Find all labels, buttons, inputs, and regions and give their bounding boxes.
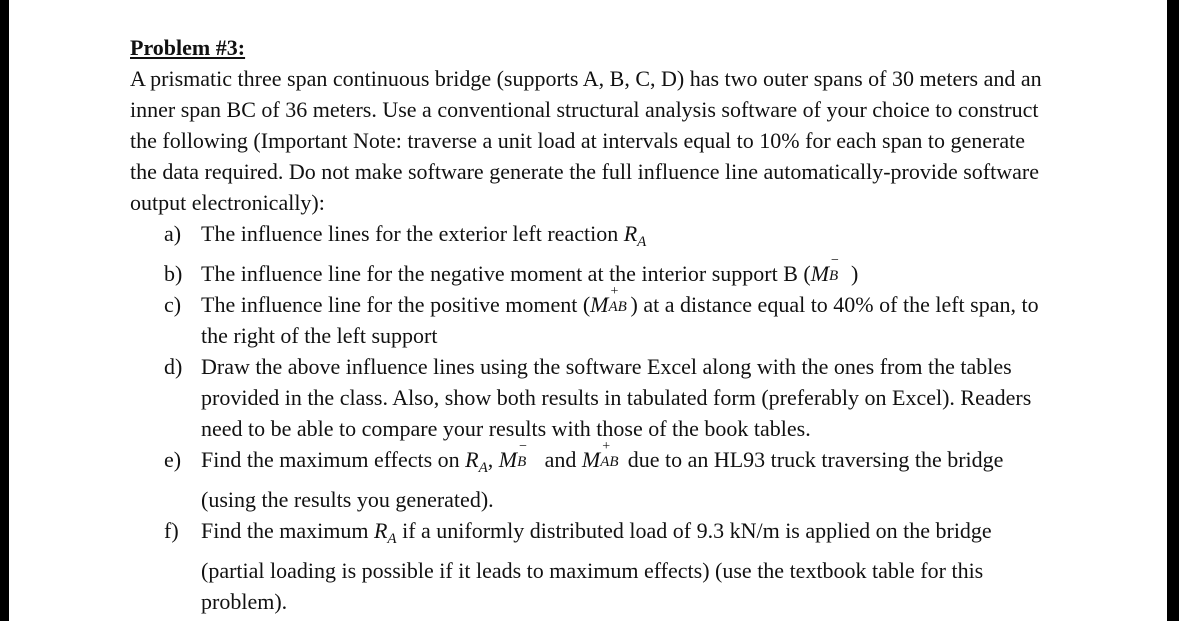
subscript-a: A bbox=[478, 460, 488, 476]
symbol-r: R bbox=[465, 447, 479, 472]
task-text: Find the maximum effects on bbox=[201, 447, 466, 472]
task-text: The influence line for the negative moment at the interior support B ( bbox=[201, 261, 811, 286]
task-marker: c) bbox=[164, 292, 182, 317]
comma: , bbox=[487, 447, 494, 472]
task-text: Find the maximum bbox=[201, 518, 374, 543]
problem-intro: A prismatic three span continuous bridge (supports A, B, C, D) has two outer spans of 30 meters and an inner span BC of 36 meters. Use a conventional structural analysis software of your choice to construct the following (Important Note: traverse a unit load at intervals equal to 10% for each span to generate the data required. Do not make software generate the full influence line automatically-provide software output electronically): bbox=[130, 66, 1042, 215]
task-list bbox=[130, 218, 1050, 617]
symbol-r: R bbox=[623, 221, 638, 246]
superscript-plus: + bbox=[610, 284, 619, 299]
task-text: Draw the above influence lines using the software Excel along with the ones from the tables provided in the class. Also, show both results in tabulated form (preferably on Excel). Readers need to be able to compare your results with those of the book tables. bbox=[201, 354, 1032, 441]
task-text: The influence line for the positive moment ( bbox=[201, 292, 591, 317]
task-text: if a uniformly distributed load of 9.3 kN/m is applied on the bridge (partial loading is possible if it leads to maximum effects) (use the textbook table for this problem). bbox=[201, 518, 992, 614]
symbol-r: R bbox=[373, 518, 388, 543]
superscript-minus: − bbox=[831, 253, 839, 268]
close-paren: ) bbox=[851, 261, 859, 286]
subscript-b: B bbox=[517, 454, 527, 470]
problem-title: Problem #3: bbox=[130, 35, 246, 60]
problem-document bbox=[130, 32, 1050, 617]
right-edge-border bbox=[1167, 0, 1179, 621]
task-marker: b) bbox=[164, 261, 183, 286]
task-item-e bbox=[130, 439, 1050, 515]
task-item-a bbox=[130, 218, 1050, 258]
task-text: ) at a distance equal to 40% of the left span, to the right of the left support bbox=[201, 292, 1039, 348]
symbol-m: M bbox=[810, 261, 830, 286]
superscript-plus: + bbox=[602, 439, 611, 454]
superscript-minus: − bbox=[519, 439, 528, 454]
task-marker: e) bbox=[164, 447, 182, 472]
symbol-m: M bbox=[498, 447, 518, 472]
task-marker: f) bbox=[164, 518, 179, 543]
left-edge-border bbox=[0, 0, 9, 621]
task-text: due to an HL93 truck traversing the bridge (using the results you generated). bbox=[201, 447, 1004, 512]
subscript-ab: AB bbox=[608, 299, 627, 315]
task-text: and bbox=[539, 447, 582, 472]
subscript-a: A bbox=[637, 234, 647, 250]
subscript-ab: AB bbox=[600, 454, 619, 470]
task-item-d bbox=[130, 351, 1050, 444]
subscript-b: B bbox=[829, 268, 839, 284]
task-marker: a) bbox=[164, 221, 182, 246]
symbol-m: M bbox=[590, 292, 609, 317]
task-marker: d) bbox=[164, 354, 183, 379]
task-item-c bbox=[130, 284, 1050, 351]
task-item-f bbox=[130, 515, 1050, 617]
task-item-b bbox=[130, 253, 1050, 289]
symbol-m: M bbox=[581, 447, 601, 472]
task-text: The influence lines for the exterior left reaction bbox=[201, 221, 624, 246]
subscript-a: A bbox=[387, 531, 397, 547]
